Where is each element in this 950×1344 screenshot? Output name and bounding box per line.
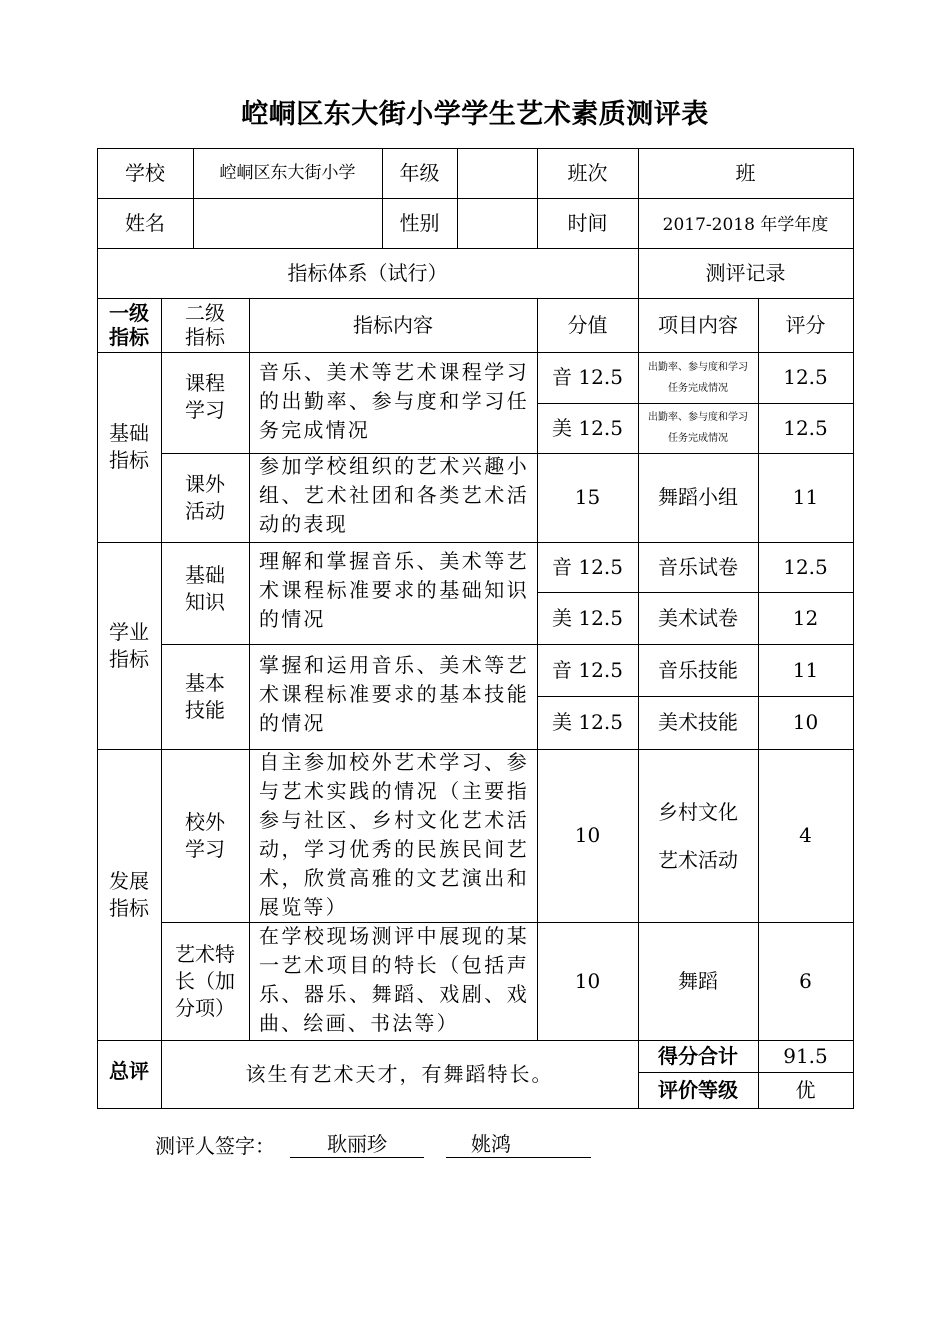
score-value: 美 12.5 <box>552 710 623 734</box>
level2-outside-study: 校外 学习 <box>185 809 225 861</box>
page-title: 崆峒区东大街小学学生艺术素质测评表 <box>241 99 709 130</box>
summary-label: 总评 <box>109 1059 149 1083</box>
grade-value <box>457 148 537 198</box>
level2-basic-knowledge: 基础 知识 <box>185 563 225 614</box>
class-value: 班 <box>735 160 756 185</box>
score-value: 10 <box>574 968 601 993</box>
item-content: 出勤率、参与度和学习任务完成情况 <box>648 361 748 394</box>
content-extracurricular: 参加学校组织的艺术兴趣小组、艺术社团和各类艺术活动的表现 <box>259 454 529 536</box>
table-border-bottom <box>97 1108 854 1109</box>
time-value: 2017-2018 年学年度 <box>662 214 829 235</box>
item-content: 美术技能 <box>658 710 738 734</box>
evaluation-record-heading: 测评记录 <box>705 260 786 285</box>
total-score-value: 91.5 <box>783 1043 828 1068</box>
signature-name: 耿丽珍 <box>327 1132 387 1156</box>
content-outside-study: 自主参加校外艺术学习、参与艺术实践的情况（主要指参与社区、乡村文化艺术活动，学习优秀的民族民间艺术，欣赏高雅的文艺演出和展览等） <box>259 750 529 919</box>
rating: 12.5 <box>783 365 828 389</box>
signature-underline <box>290 1157 424 1158</box>
rating: 6 <box>799 968 812 993</box>
item-content: 出勤率、参与度和学习任务完成情况 <box>648 412 748 444</box>
rating: 4 <box>799 823 812 847</box>
content-course-study: 音乐、美术等艺术课程学习的出勤率、参与度和学习任务完成情况 <box>259 360 529 442</box>
rating: 10 <box>792 710 819 734</box>
col-content: 指标内容 <box>353 312 433 337</box>
name-label: 姓名 <box>125 210 165 235</box>
item-content: 舞蹈 <box>678 968 718 993</box>
score-value: 15 <box>574 485 601 509</box>
rating: 11 <box>792 657 819 682</box>
score-value: 音 12.5 <box>552 554 623 579</box>
school-value: 崆峒区东大街小学 <box>219 162 356 183</box>
level1-development: 发展 指标 <box>109 868 149 920</box>
score-value: 音 12.5 <box>552 657 623 682</box>
rating: 12.5 <box>783 554 828 579</box>
signature-name: 姚鸿 <box>471 1132 511 1156</box>
signature-underline <box>446 1157 591 1158</box>
col-level2: 二级 指标 <box>185 301 225 349</box>
time-label: 时间 <box>567 210 608 235</box>
col-score-value: 分值 <box>567 312 608 337</box>
grade-label: 年级 <box>399 160 440 185</box>
score-value: 美 12.5 <box>552 605 623 630</box>
signature-label: 测评人签字： <box>155 1134 275 1158</box>
score-value: 音 12.5 <box>552 365 623 389</box>
col-item-content: 项目内容 <box>658 312 738 337</box>
rating: 12.5 <box>783 415 828 440</box>
score-value: 10 <box>574 823 601 847</box>
table-rule <box>249 298 250 1040</box>
table-border-right <box>853 148 854 1109</box>
item-content: 音乐技能 <box>658 657 738 682</box>
col-level1: 一级 指标 <box>109 301 149 349</box>
item-content: 美术试卷 <box>658 605 738 630</box>
school-label: 学校 <box>125 160 165 185</box>
indicator-system-heading: 指标体系（试行） <box>287 260 448 285</box>
score-value: 美 12.5 <box>552 415 623 440</box>
item-content: 乡村文化 艺术活动 <box>658 799 738 872</box>
total-score-label: 得分合计 <box>658 1043 738 1068</box>
item-content: 音乐试卷 <box>658 554 738 579</box>
content-basic-knowledge: 理解和掌握音乐、美术等艺术课程标准要求的基础知识的情况 <box>259 549 529 631</box>
level2-course-study: 课程 学习 <box>185 371 225 422</box>
item-content: 舞蹈小组 <box>658 485 738 509</box>
level1-basic: 基础 指标 <box>109 421 149 472</box>
level2-art-specialty: 艺术特 长（加 分项） <box>175 941 235 1020</box>
gender-value <box>457 198 537 248</box>
summary-comment: 该生有艺术天才，有舞蹈特长。 <box>245 1061 554 1086</box>
evaluation-grade-label: 评价等级 <box>658 1077 738 1102</box>
col-rating: 评分 <box>785 312 826 337</box>
rating: 12 <box>792 605 819 630</box>
level1-academic: 学业 指标 <box>109 619 149 671</box>
evaluation-grade-value: 优 <box>795 1077 816 1102</box>
content-art-specialty: 在学校现场测评中展现的某一艺术项目的特长（包括声乐、器乐、舞蹈、戏剧、戏曲、绘画、书法等） <box>259 924 529 1035</box>
name-value <box>193 198 382 248</box>
level2-basic-skills: 基本 技能 <box>185 670 225 722</box>
gender-label: 性别 <box>399 210 440 235</box>
level2-extracurricular: 课外 活动 <box>185 471 225 523</box>
class-label: 班次 <box>567 160 608 185</box>
rating: 11 <box>792 485 819 509</box>
content-basic-skills: 掌握和运用音乐、美术等艺术课程标准要求的基本技能的情况 <box>259 653 529 735</box>
